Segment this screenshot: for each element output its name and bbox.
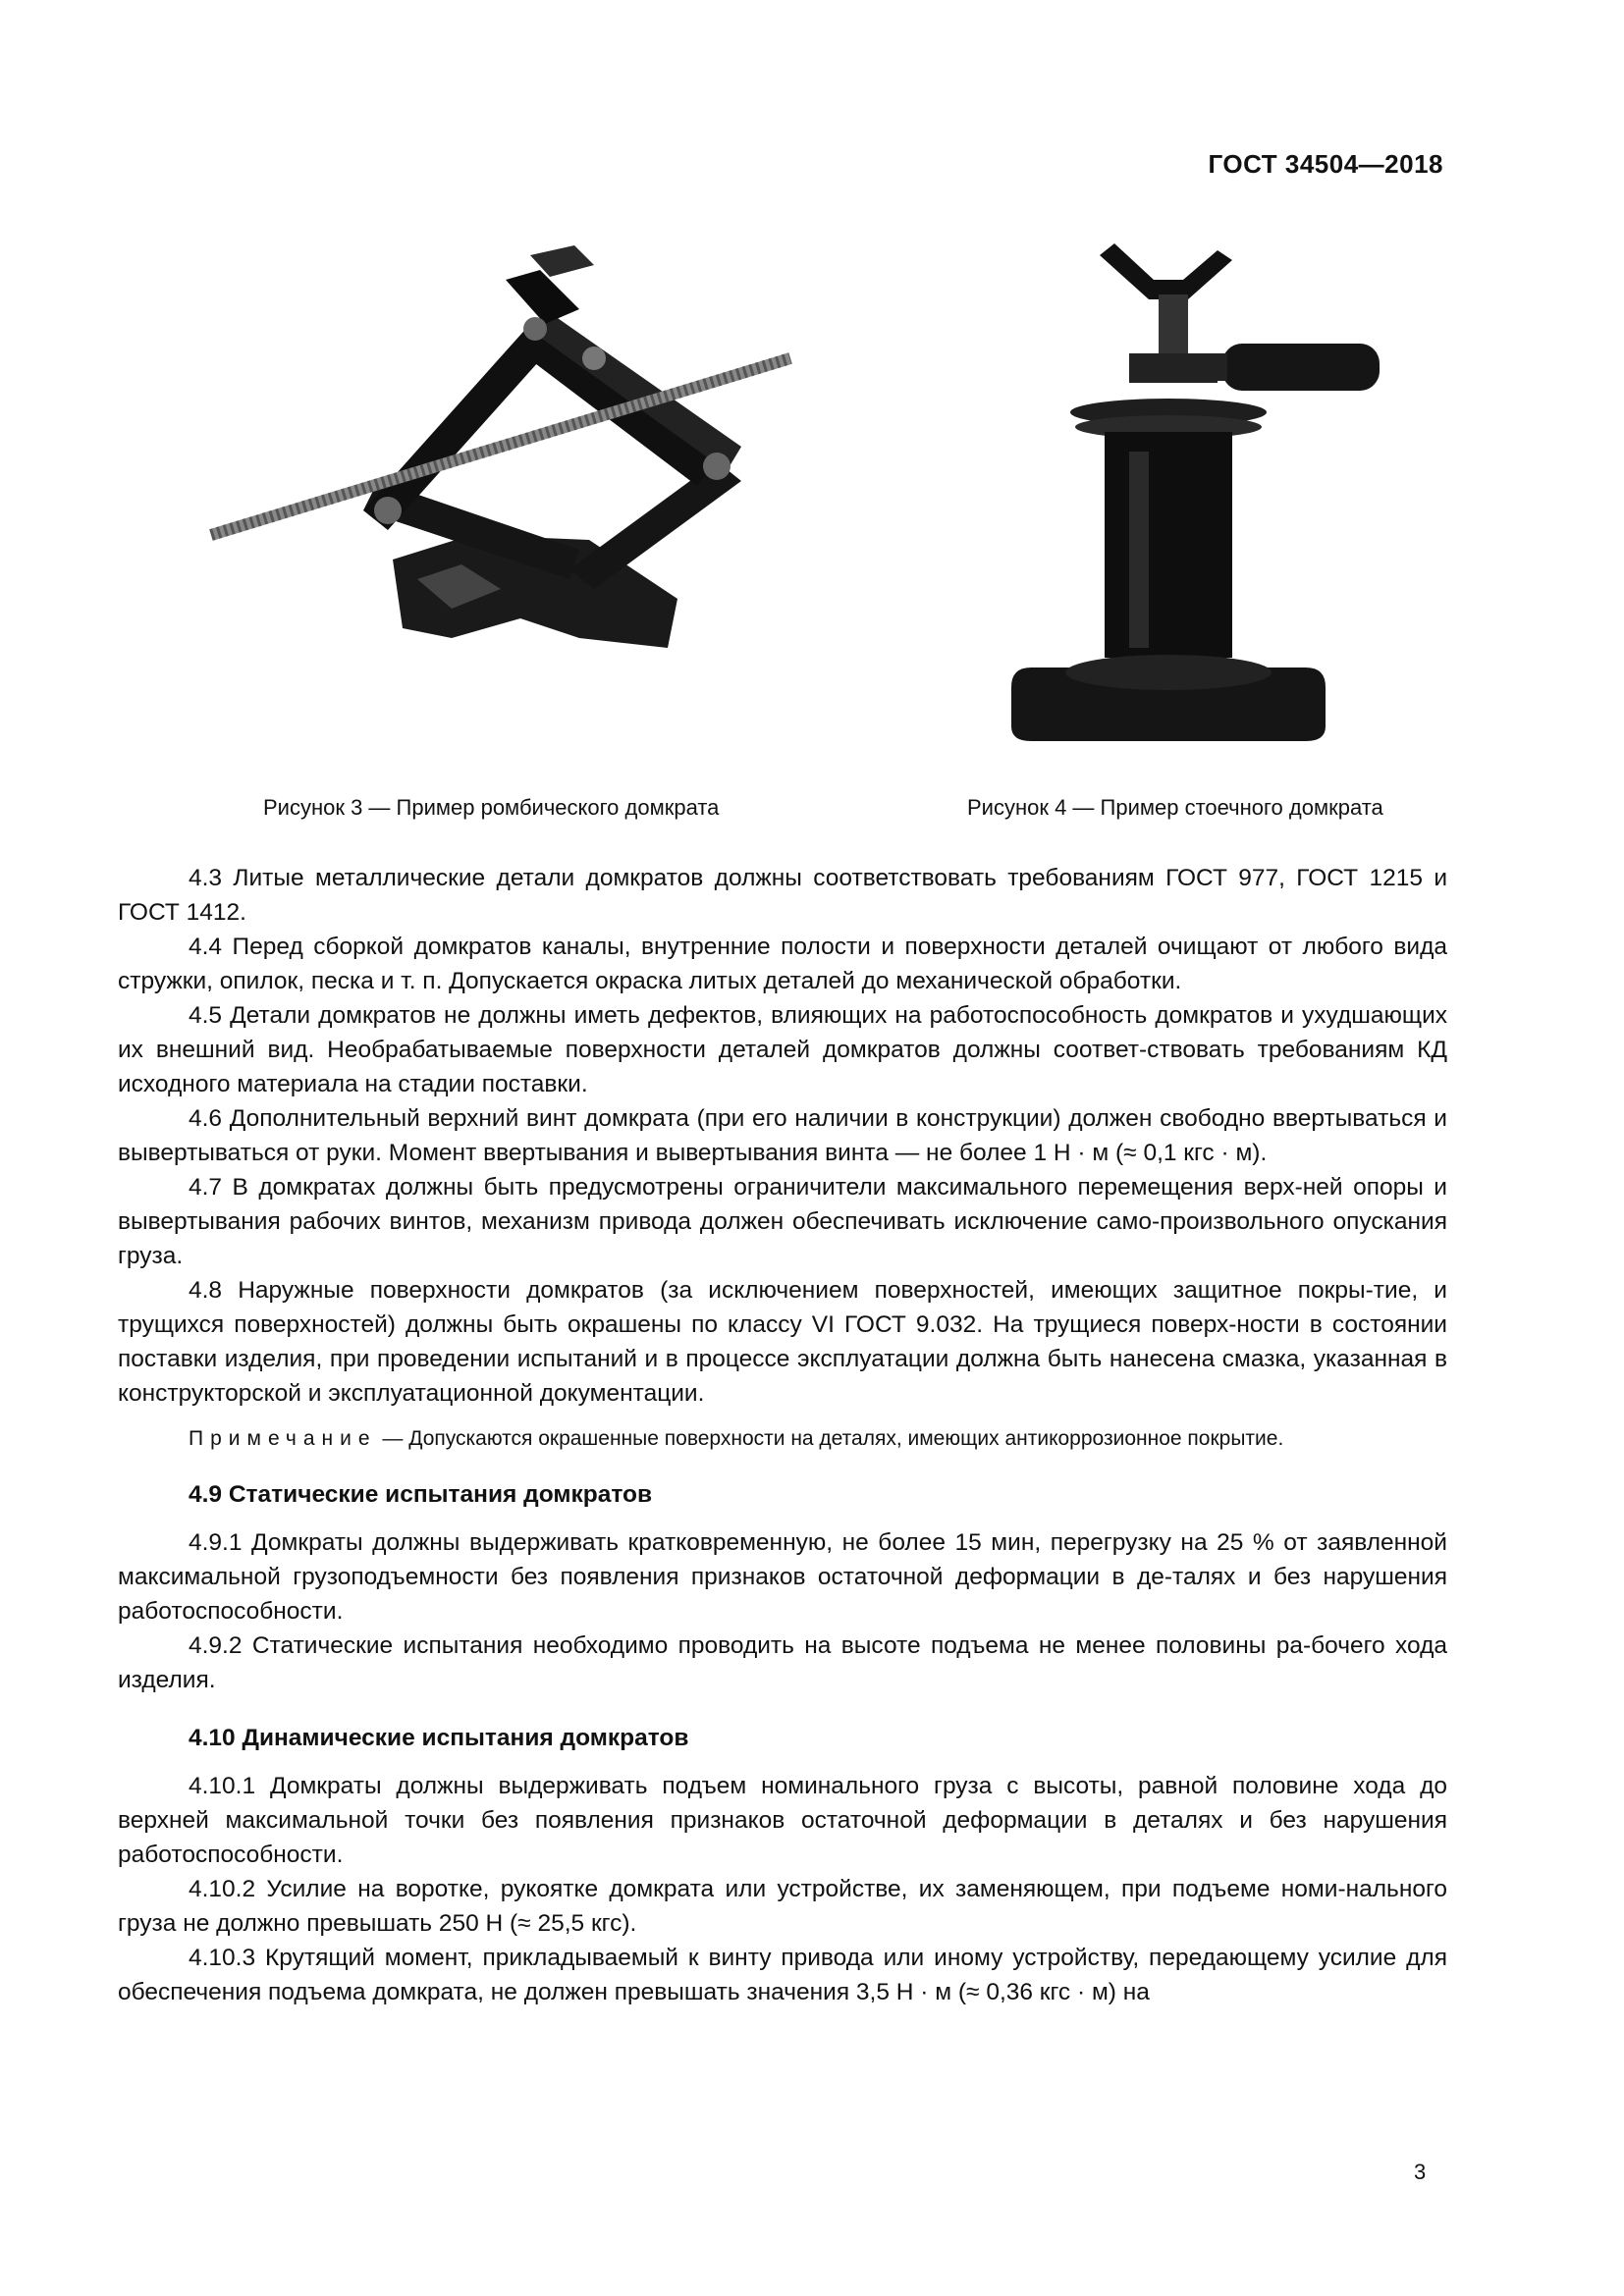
- paragraph-4-9-2: 4.9.2 Статические испытания необходимо проводить на высоте подъема не менее половины ра-бочего хода изделия.: [118, 1632, 1447, 1693]
- paragraph-4-4: 4.4 Перед сборкой домкратов каналы, внутренние полости и поверхности деталей очищают от любого вида стружки, опилок, песка и т. п. Допускается окраска литых деталей до механической обработки.: [118, 934, 1447, 994]
- figure-4-caption: Рисунок 4 — Пример стоечного домкрата: [967, 795, 1383, 820]
- document-header: ГОСТ 34504—2018: [1208, 149, 1443, 179]
- document-body: [118, 861, 1447, 2009]
- paragraph-4-10-2: 4.10.2 Усилие на воротке, рукоятке домкрата или устройстве, их заменяющем, при подъеме номи-нального груза не должно превышать 250 Н (≈ 25,5 кгс).: [118, 1876, 1447, 1937]
- note: [118, 1424, 1447, 1454]
- heading-4-10: 4.10 Динамические испытания домкратов: [189, 1725, 689, 1751]
- figure-3-caption: Рисунок 3 — Пример ромбического домкрата: [263, 795, 720, 820]
- note-label: Примечание: [189, 1427, 377, 1450]
- paragraph-4-7: 4.7 В домкратах должны быть предусмотрены ограничители максимального перемещения верх-ней опоры и вывертывания рабочих винтов, механизм привода должен обеспечивать исключение само-произвольного опускания груза.: [118, 1174, 1447, 1269]
- paragraph-4-8: 4.8 Наружные поверхности домкратов (за исключением поверхностей, имеющих защитное покры-тие, и трущихся поверхностей) должны быть окрашены по классу VI ГОСТ 9.032. На трущиеся поверх-ности в состоянии поставки изделия, при проведении испытаний и в процессе эксплуатации должна быть нанесена смазка, указанная в конструкторской и эксплуатационной документации.: [118, 1277, 1447, 1407]
- paragraph-4-6: 4.6 Дополнительный верхний винт домкрата (при его наличии в конструкции) должен свободно ввертываться и вывертываться от руки. Момент ввертывания и вывертывания винта — не более 1 Н · м (≈ 0,1 кгс · м).: [118, 1105, 1447, 1166]
- heading-4-9: 4.9 Статические испытания домкратов: [189, 1481, 653, 1508]
- paragraph-4-5: 4.5 Детали домкратов не должны иметь дефектов, влияющих на работоспособность домкратов и ухудшающих их внешний вид. Необрабатываемые поверхности деталей домкратов должны соответ-ствовать требованиям КД исходного материала на стадии поставки.: [118, 1002, 1447, 1097]
- scissor-jack-photo: [206, 236, 893, 658]
- paragraph-4-9-1: 4.9.1 Домкраты должны выдерживать кратковременную, не более 15 мин, перегрузку на 25 % от заявленной максимальной грузоподъемности без появления признаков остаточной деформации в де-талях и без нарушения работоспособности.: [118, 1529, 1447, 1625]
- page-number: 3: [1414, 2160, 1427, 2184]
- paragraph-4-10-1: 4.10.1 Домкраты должны выдерживать подъем номинального груза с высоты, равной половине хода до верхней максимальной точки без появления признаков остаточной деформации в деталях и без нарушения работоспособности.: [118, 1773, 1447, 1868]
- paragraph-4-3: 4.3 Литые металлические детали домкратов должны соответствовать требованиям ГОСТ 977, ГОСТ 1215 и ГОСТ 1412.: [118, 865, 1447, 926]
- stand-jack-photo: [1011, 236, 1404, 756]
- note-text: — Допускаются окрашенные поверхности на деталях, имеющих антикоррозионное покрытие.: [376, 1427, 1284, 1450]
- paragraph-4-10-3: 4.10.3 Крутящий момент, прикладываемый к винту привода или иному устройству, передающему усилие для обеспечения подъема домкрата, не должен превышать значения 3,5 Н · м (≈ 0,36 кгс · м) на: [118, 1945, 1447, 2005]
